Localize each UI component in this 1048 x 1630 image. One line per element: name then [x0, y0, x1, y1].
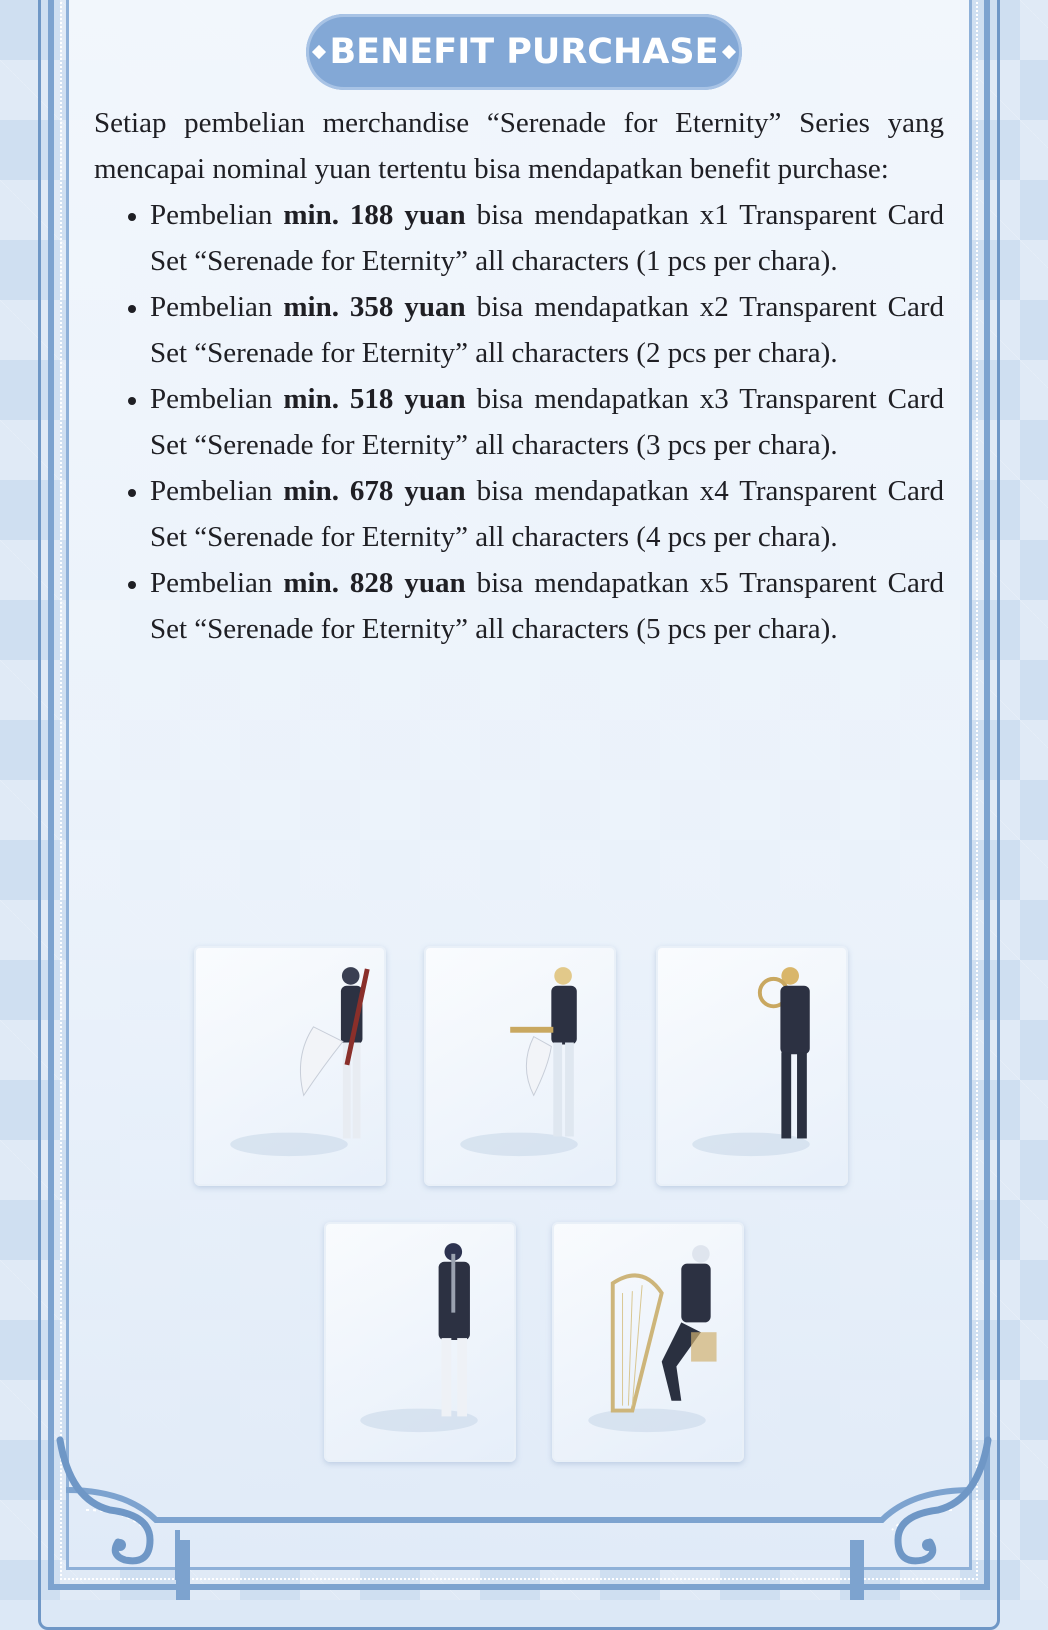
tier-item	[150, 376, 944, 468]
tier-prefix: Pembelian	[150, 383, 284, 415]
tier-suffix: bisa mendapatkan x5 Transparent Card Set “Serenade for Eternity” all characters (5 pcs per chara).	[150, 567, 944, 645]
transparent-card-4	[324, 1222, 516, 1462]
bottom-pillar-left	[176, 1540, 190, 1600]
tier-suffix: bisa mendapatkan x4 Transparent Card Set “Serenade for Eternity” all characters (4 pcs per chara).	[150, 475, 944, 553]
section-header	[306, 14, 742, 90]
diamond-left-icon	[311, 45, 325, 59]
tier-prefix: Pembelian	[150, 291, 284, 323]
character-trumpet-card-icon	[426, 948, 614, 1184]
tier-suffix: bisa mendapatkan x1 Transparent Card Set “Serenade for Eternity” all characters (1 pcs per chara).	[150, 199, 944, 277]
character-french-horn-card-icon	[658, 948, 846, 1184]
character-harp-card-icon	[554, 1224, 742, 1460]
tier-item	[150, 468, 944, 560]
tier-item	[150, 284, 944, 376]
tier-amount: min. 828 yuan	[283, 567, 466, 599]
transparent-card-1	[194, 946, 386, 1186]
bottom-ornament	[66, 1480, 972, 1540]
character-bassoon-card-icon	[196, 948, 384, 1184]
tier-amount: min. 188 yuan	[283, 199, 466, 231]
tier-amount: min. 678 yuan	[283, 475, 466, 507]
tier-prefix: Pembelian	[150, 567, 284, 599]
tier-amount: min. 518 yuan	[283, 383, 466, 415]
transparent-card-2	[424, 946, 616, 1186]
scroll-ornament-left-icon	[50, 1430, 180, 1580]
character-flute-card-icon	[326, 1224, 514, 1460]
bottom-pillar-right	[850, 1540, 864, 1600]
section-title: BENEFIT PURCHASE	[329, 32, 719, 72]
tier-item	[150, 560, 944, 652]
tier-prefix: Pembelian	[150, 199, 284, 231]
tier-item	[150, 192, 944, 284]
benefit-description	[94, 100, 944, 652]
tier-suffix: bisa mendapatkan x3 Transparent Card Set “Serenade for Eternity” all characters (3 pcs per chara).	[150, 383, 944, 461]
benefit-tier-list	[94, 192, 944, 652]
tier-prefix: Pembelian	[150, 475, 284, 507]
intro-paragraph: Setiap pembelian merchandise “Serenade for Eternity” Series yang mencapai nominal yuan tertentu bisa mendapatkan benefit purchase:	[94, 107, 944, 185]
transparent-card-3	[656, 946, 848, 1186]
tier-suffix: bisa mendapatkan x2 Transparent Card Set “Serenade for Eternity” all characters (2 pcs per chara).	[150, 291, 944, 369]
scroll-ornament-right-icon	[868, 1430, 998, 1580]
tier-amount: min. 358 yuan	[283, 291, 466, 323]
transparent-card-5	[552, 1222, 744, 1462]
diamond-right-icon	[722, 45, 736, 59]
